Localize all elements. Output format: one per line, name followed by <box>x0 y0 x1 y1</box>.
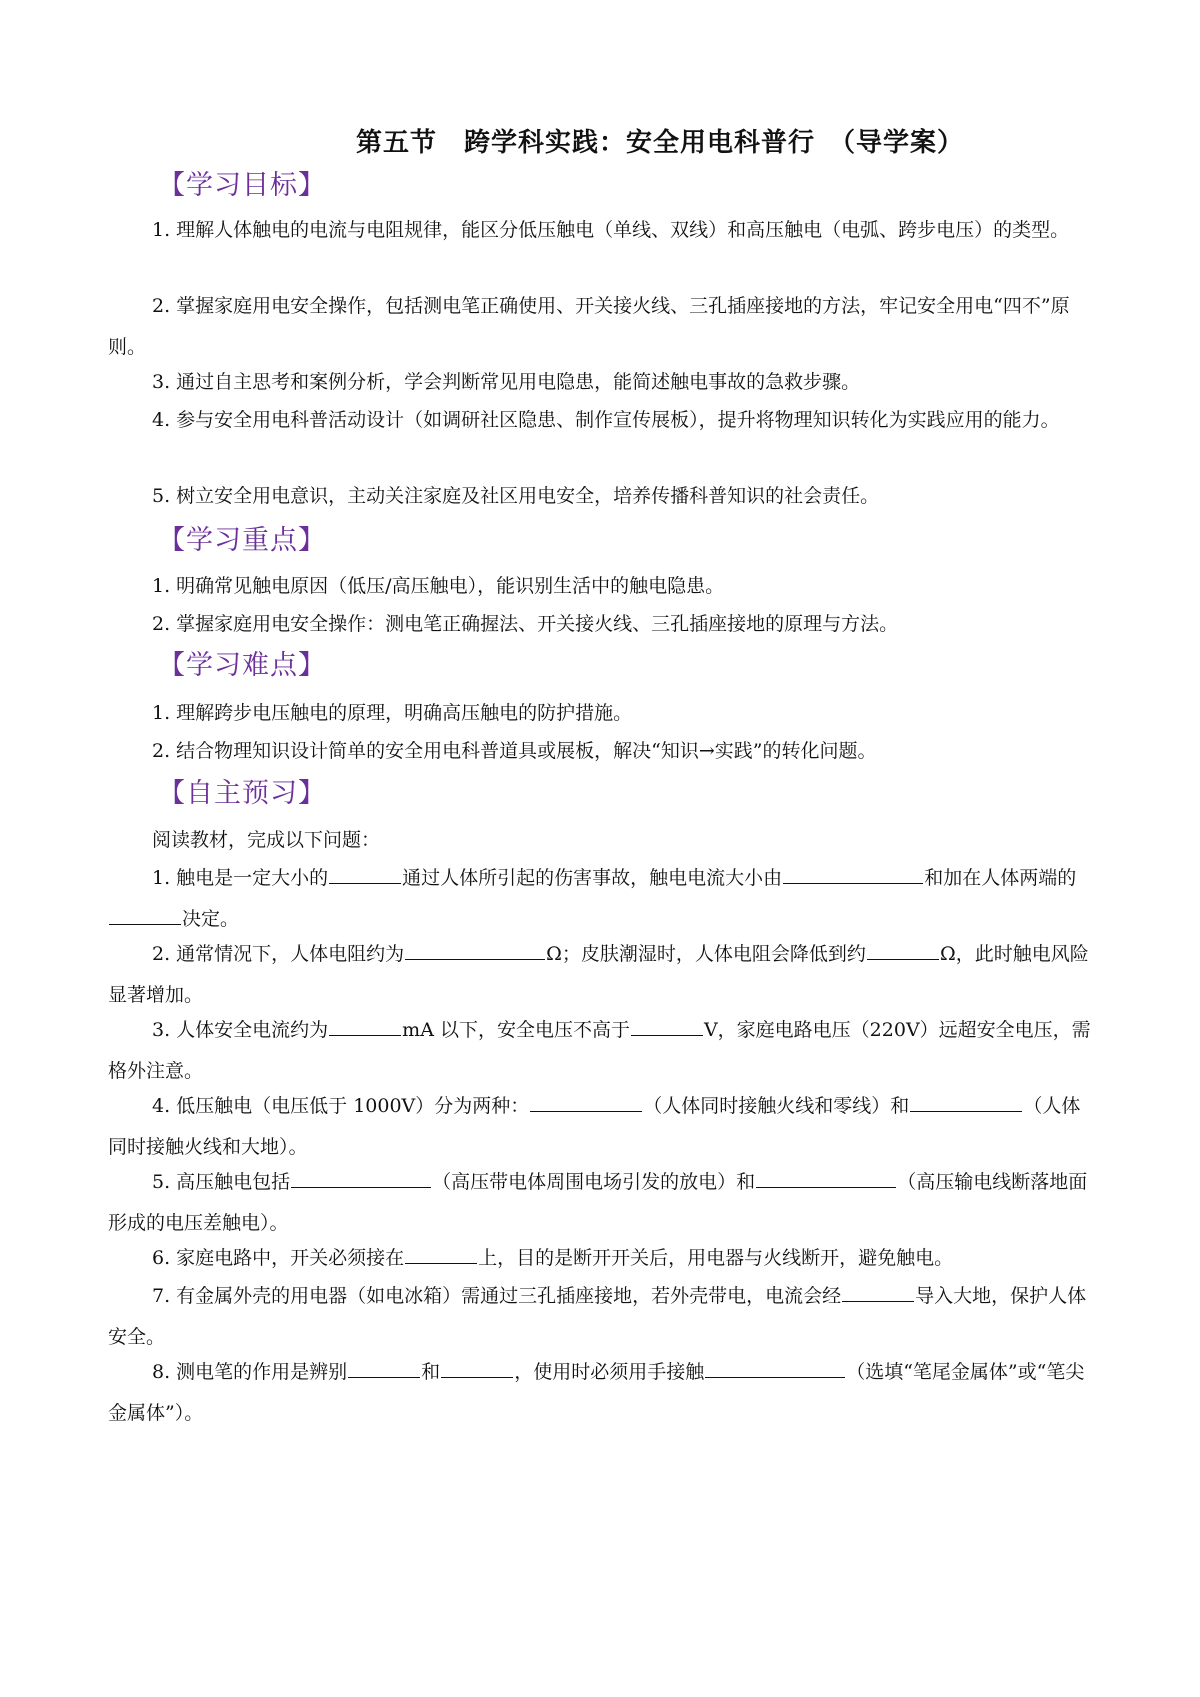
question-text: （人体同时接触火线和零线）和 <box>643 1095 910 1117</box>
preview-question-8 <box>108 1352 1098 1434</box>
section-heading-key-points: 【学习重点】 <box>158 525 326 556</box>
question-text: Ω，此时触电风险显著增加。 <box>108 943 1089 1006</box>
section-heading-difficulties: 【学习难点】 <box>158 650 326 681</box>
question-text: mA 以下，安全电压不高于 <box>402 1019 630 1041</box>
question-text: 决定。 <box>182 908 240 930</box>
question-text: 6. 家庭电路中，开关必须接在 <box>152 1247 405 1269</box>
fill-blank[interactable] <box>867 939 939 960</box>
preview-question-3 <box>108 1010 1098 1092</box>
question-text: 7. 有金属外壳的用电器（如电冰箱）需通过三孔插座接地，若外壳带电，电流会经 <box>152 1285 842 1307</box>
preview-question-5 <box>108 1162 1098 1244</box>
section-heading-preview: 【自主预习】 <box>158 778 326 809</box>
fill-blank[interactable] <box>783 863 923 884</box>
fill-blank[interactable] <box>329 1015 401 1036</box>
question-text: 8. 测电笔的作用是辨别 <box>152 1361 348 1383</box>
question-text: （选填“笔尾金属体”或“笔尖金属体”）。 <box>108 1361 1085 1424</box>
question-text: （高压带电体周围电场引发的放电）和 <box>432 1171 756 1193</box>
fill-blank[interactable] <box>631 1015 703 1036</box>
goal-item-2: 2. 掌握家庭用电安全操作，包括测电笔正确使用、开关接火线、三孔插座接地的方法，牢记安全用电“四不”原则。 <box>108 295 1070 358</box>
preview-question-4 <box>108 1086 1098 1168</box>
key-point-item-1: 1. 明确常见触电原因（低压/高压触电），能识别生活中的触电隐患。 <box>152 575 725 597</box>
fill-blank[interactable] <box>405 939 545 960</box>
fill-blank[interactable] <box>291 1167 431 1188</box>
fill-blank[interactable] <box>842 1281 914 1302</box>
fill-blank[interactable] <box>441 1357 513 1378</box>
question-text: （人体同时接触火线和大地）。 <box>108 1095 1081 1158</box>
goal-item-5: 5. 树立安全用电意识，主动关注家庭及社区用电安全，培养传播科普知识的社会责任。 <box>152 485 880 507</box>
fill-blank[interactable] <box>348 1357 420 1378</box>
question-text: （高压输电线断落地面形成的电压差触电）。 <box>108 1171 1088 1234</box>
preview-question-2 <box>108 934 1098 1016</box>
preview-question-1 <box>108 858 1098 940</box>
preview-intro: 阅读教材，完成以下问题： <box>152 829 381 851</box>
question-text: 通过人体所引起的伤害事故，触电电流大小由 <box>402 867 783 889</box>
difficulty-item-2: 2. 结合物理知识设计简单的安全用电科普道具或展板，解决“知识→实践”的转化问题。 <box>152 740 877 762</box>
preview-question-7 <box>108 1276 1098 1358</box>
question-text: ，使用时必须用手接触 <box>514 1361 705 1383</box>
question-text: V，家庭电路电压（220V）远超安全电压，需格外注意。 <box>108 1019 1091 1082</box>
preview-question-6 <box>108 1238 1098 1279</box>
fill-blank[interactable] <box>329 863 401 884</box>
difficulty-item-1: 1. 理解跨步电压触电的原理，明确高压触电的防护措施。 <box>152 702 633 724</box>
question-text: 和 <box>421 1361 441 1383</box>
page-title: 第五节 跨学科实践：安全用电科普行 （导学案） <box>355 128 964 158</box>
question-text: 5. 高压触电包括 <box>152 1171 291 1193</box>
key-point-item-2: 2. 掌握家庭用电安全操作：测电笔正确握法、开关接火线、三孔插座接地的原理与方法。 <box>152 613 899 635</box>
question-text: 4. 低压触电（电压低于 1000V）分为两种： <box>152 1095 530 1117</box>
question-text: 导入大地，保护人体安全。 <box>108 1285 1087 1348</box>
question-text: Ω；皮肤潮湿时，人体电阻会降低到约 <box>546 943 866 965</box>
fill-blank[interactable] <box>109 904 181 925</box>
question-text: 上，目的是断开开关后，用电器与火线断开，避免触电。 <box>478 1247 954 1269</box>
question-text: 3. 人体安全电流约为 <box>152 1019 329 1041</box>
question-text: 2. 通常情况下，人体电阻约为 <box>152 943 405 965</box>
goal-item-3: 3. 通过自主思考和案例分析，学会判断常见用电隐患，能简述触电事故的急救步骤。 <box>152 371 861 393</box>
fill-blank[interactable] <box>530 1091 642 1112</box>
section-heading-goals: 【学习目标】 <box>158 170 326 201</box>
goal-item-1: 1. 理解人体触电的电流与电阻规律，能区分低压触电（单线、双线）和高压触电（电弧、跨步电压）的类型。 <box>152 219 1070 241</box>
fill-blank[interactable] <box>705 1357 845 1378</box>
goal-item-4: 4. 参与安全用电科普活动设计（如调研社区隐患、制作宣传展板），提升将物理知识转化为实践应用的能力。 <box>152 409 1060 431</box>
fill-blank[interactable] <box>405 1243 477 1264</box>
question-text: 1. 触电是一定大小的 <box>152 867 329 889</box>
question-text: 和加在人体两端的 <box>924 867 1077 889</box>
fill-blank[interactable] <box>756 1167 896 1188</box>
fill-blank[interactable] <box>910 1091 1022 1112</box>
